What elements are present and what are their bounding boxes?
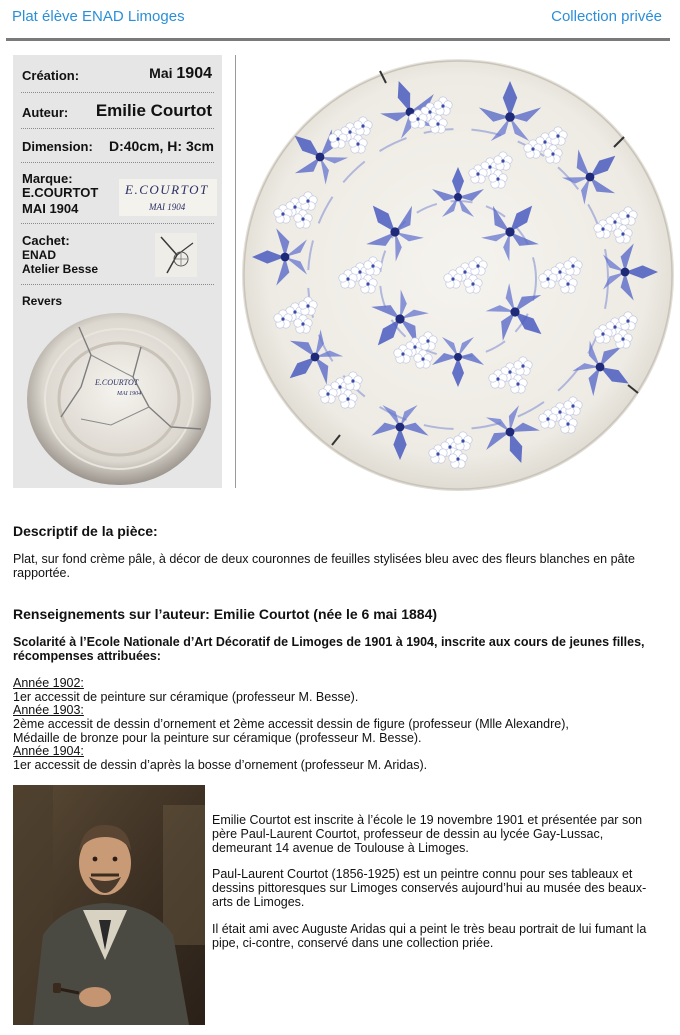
dotted-separator bbox=[21, 128, 214, 129]
marque-line1: E.COURTOT bbox=[22, 185, 99, 200]
author-label: Auteur: bbox=[22, 105, 69, 120]
side-paragraph-2: Paul-Laurent Courtot (1856-1925) est un peintre connu pour ses tableaux et dessins pittoresques sur Limoges conservés aujourd’hui au musée des beaux-arts de Limoges. bbox=[212, 867, 647, 909]
marque-line2: MAI 1904 bbox=[22, 201, 79, 216]
dimension-value: D:40cm, H: 3cm bbox=[108, 138, 214, 154]
marque-stamp-image bbox=[119, 179, 217, 216]
side-paragraph-3: Il était ami avec Auguste Aridas qui a peint le très beau portrait de lui fumant la pipe, ci-contre, conservé dans une collection priée. bbox=[212, 922, 647, 950]
cachet-label: Cachet: bbox=[22, 233, 70, 248]
vertical-divider bbox=[235, 55, 236, 488]
creation-month: Mai bbox=[149, 65, 173, 81]
year-1902-award: 1er accessit de peinture sur céramique (professeur M. Besse). bbox=[13, 690, 359, 704]
cachet-stamp-graphic bbox=[155, 233, 197, 277]
marque-stamp-text-2: MAI 1904 bbox=[149, 202, 186, 212]
dotted-separator bbox=[21, 223, 214, 224]
author-info-heading: Renseignements sur l’auteur: Emilie Courtot (née le 6 mai 1884) bbox=[13, 606, 438, 622]
dimension-label: Dimension: bbox=[22, 139, 93, 154]
specs-panel bbox=[13, 55, 222, 488]
school-text: Scolarité à l’Ecole Nationale d’Art Décoratif de Limoges de 1901 à 1904, inscrite aux cours de jeunes filles, récompenses attribuées: bbox=[13, 635, 645, 663]
dotted-separator bbox=[21, 162, 214, 163]
header-divider bbox=[6, 38, 670, 41]
description-heading: Descriptif de la pièce: bbox=[13, 523, 158, 539]
year-1903-label: Année 1903: bbox=[13, 703, 84, 717]
revers-photo bbox=[21, 307, 221, 485]
cachet-stamp-image bbox=[155, 233, 197, 277]
cachet-line2: Atelier Besse bbox=[22, 262, 99, 276]
marque-stamp-graphic bbox=[119, 179, 217, 216]
dotted-separator bbox=[21, 284, 214, 285]
creation-label: Création: bbox=[22, 68, 80, 83]
header-left-title: Plat élève ENAD Limoges bbox=[12, 8, 185, 25]
cachet-line1: ENAD bbox=[22, 248, 57, 262]
creation-value bbox=[149, 65, 212, 83]
revers-mark-text-1: E.COURTOT bbox=[95, 378, 139, 387]
side-paragraph-1: Emilie Courtot est inscrite à l’école le 19 novembre 1901 et présentée par son père Paul-Laurent Courtot, professeur de dessin au lycée Gay-Lussac, demeurant 14 avenue de Toulouse à Limoges. bbox=[212, 813, 643, 855]
revers-label: Revers bbox=[22, 294, 63, 308]
creation-year: 1904 bbox=[176, 65, 212, 82]
revers-mark-text-2: MAI 1904 bbox=[117, 391, 142, 397]
marque-stamp-text-1: E.COURTOT bbox=[125, 182, 209, 197]
dotted-separator bbox=[21, 92, 214, 93]
year-1903-award-1: 2ème accessit de dessin d’ornement et 2ème accessit dessin de figure (professeur (Mlle Alexandre), bbox=[13, 717, 569, 731]
plate-graphic bbox=[240, 57, 676, 493]
year-1904-award: 1er accessit de dessin d’après la bosse d’ornement (professeur M. Aridas). bbox=[13, 758, 428, 772]
description-text: Plat, sur fond crème pâle, à décor de deux couronnes de feuilles stylisées bleu avec des fleurs blanches en pâte rapportée. bbox=[13, 552, 635, 580]
year-1904-label: Année 1904: bbox=[13, 744, 84, 758]
header-right-title: Collection privée bbox=[551, 8, 662, 25]
year-1902-label: Année 1902: bbox=[13, 676, 84, 690]
plate-photo bbox=[240, 57, 676, 493]
year-1903-award-2: Médaille de bronze pour la peinture sur céramique (professeur M. Besse). bbox=[13, 731, 422, 745]
author-value: Emilie Courtot bbox=[95, 101, 212, 120]
marque-label: Marque: bbox=[22, 171, 73, 186]
revers-plate-graphic bbox=[21, 307, 221, 485]
portrait-painting bbox=[13, 785, 205, 1025]
portrait-graphic bbox=[13, 785, 205, 1025]
